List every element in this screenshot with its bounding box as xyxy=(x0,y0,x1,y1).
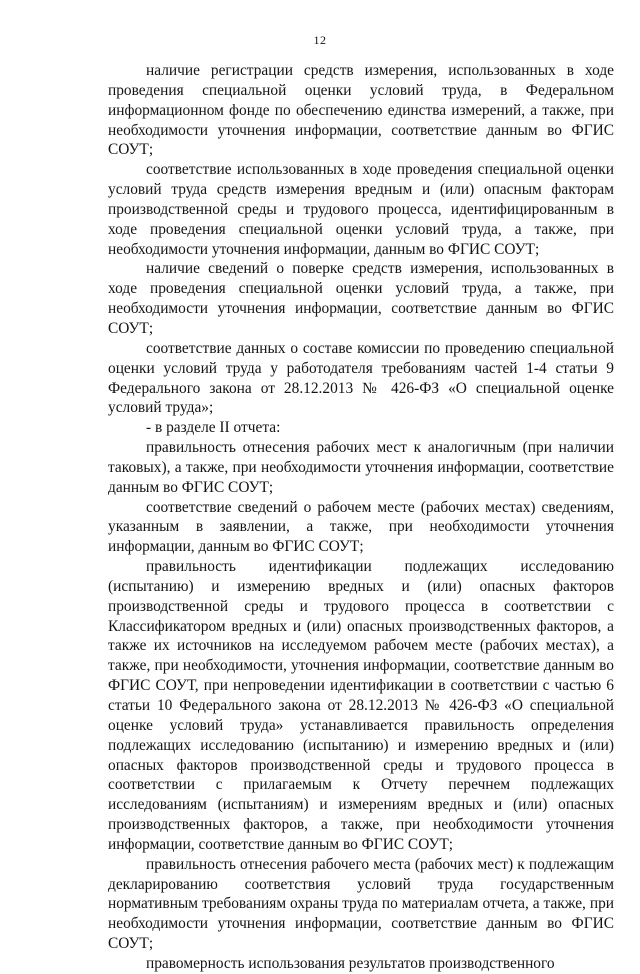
document-body xyxy=(108,61,614,974)
paragraph: правильность идентификации подлежащих исследованию (испытанию) и измерению вредных и (или) опасных факторов производственной среды и трудового процесса в соответствии с Классификатором вредных и (или) опасных производственных факторов, а также их источников на исследуемом рабочем месте (рабочих местах), а также, при необходимости, уточнения информации, соответствие данным во ФГИС СОУТ, при непроведении идентификации в соответствии с частью 6 статьи 10 Федерального закона от 28.12.2013 № 426-ФЗ «О специальной оценке условий труда» устанавливается правильность определения подлежащих исследованию (испытанию) и измерению вредных и (или) опасных факторов производственной среды и трудового процесса в соответствии с прилагаемым к Отчету перечнем подлежащих исследованиям (испытаниям) и измерениям вредных и (или) опасных производственных факторов, а также, при необходимости уточнения информации, соответствие данным во ФГИС СОУТ; xyxy=(108,558,614,853)
paragraph: правомерность использования результатов производственного xyxy=(146,954,555,972)
paragraph: наличие сведений о поверке средств измерения, использованных в ходе проведения специальной оценки условий труда, а также, при необходимости уточнения информации, соответствие данным во ФГИС СОУТ; xyxy=(108,260,614,337)
paragraph: правильность отнесения рабочего места (рабочих мест) к подлежащим декларированию соответствия условий труда государственным нормативным требованиям охраны труда по материалам отчета, а также, при необходимости уточнения информации, соответствие данным во ФГИС СОУТ; xyxy=(108,855,614,953)
paragraph: соответствие данных о составе комиссии по проведению специальной оценки условий труда у работодателя требованиям частей 1-4 статьи 9 Федерального закона от 28.12.2013 № 426-ФЗ «О специальной оценке условий труда»; xyxy=(108,339,614,417)
paragraph: соответствие сведений о рабочем месте (рабочих местах) сведениям, указанным в заявлении, а также, при необходимости уточнения информации, данным во ФГИС СОУТ; xyxy=(108,498,614,556)
section-heading: - в разделе II отчета: xyxy=(146,419,281,437)
paragraph: наличие регистрации средств измерения, использованных в ходе проведения специальной оценки условий труда, в Федеральном информационном фонде по обеспечению единства измерений, а также, при необходимости уточнения информации, соответствие данным во ФГИС СОУТ; xyxy=(108,62,614,159)
paragraph: правильность отнесения рабочих мест к аналогичным (при наличии таковых), а также, при необходимости уточнения информации, соответствие данным во ФГИС СОУТ; xyxy=(108,439,614,496)
paragraph: соответствие использованных в ходе проведения специальной оценки условий труда средств измерения вредным и (или) опасным факторам производственной среды и трудового процесса, идентифицированным в ходе проведения специальной оценки условий труда, а также, при необходимости уточнения информации, данным во ФГИС СОУТ; xyxy=(108,161,614,258)
page-number: 12 xyxy=(313,33,327,47)
